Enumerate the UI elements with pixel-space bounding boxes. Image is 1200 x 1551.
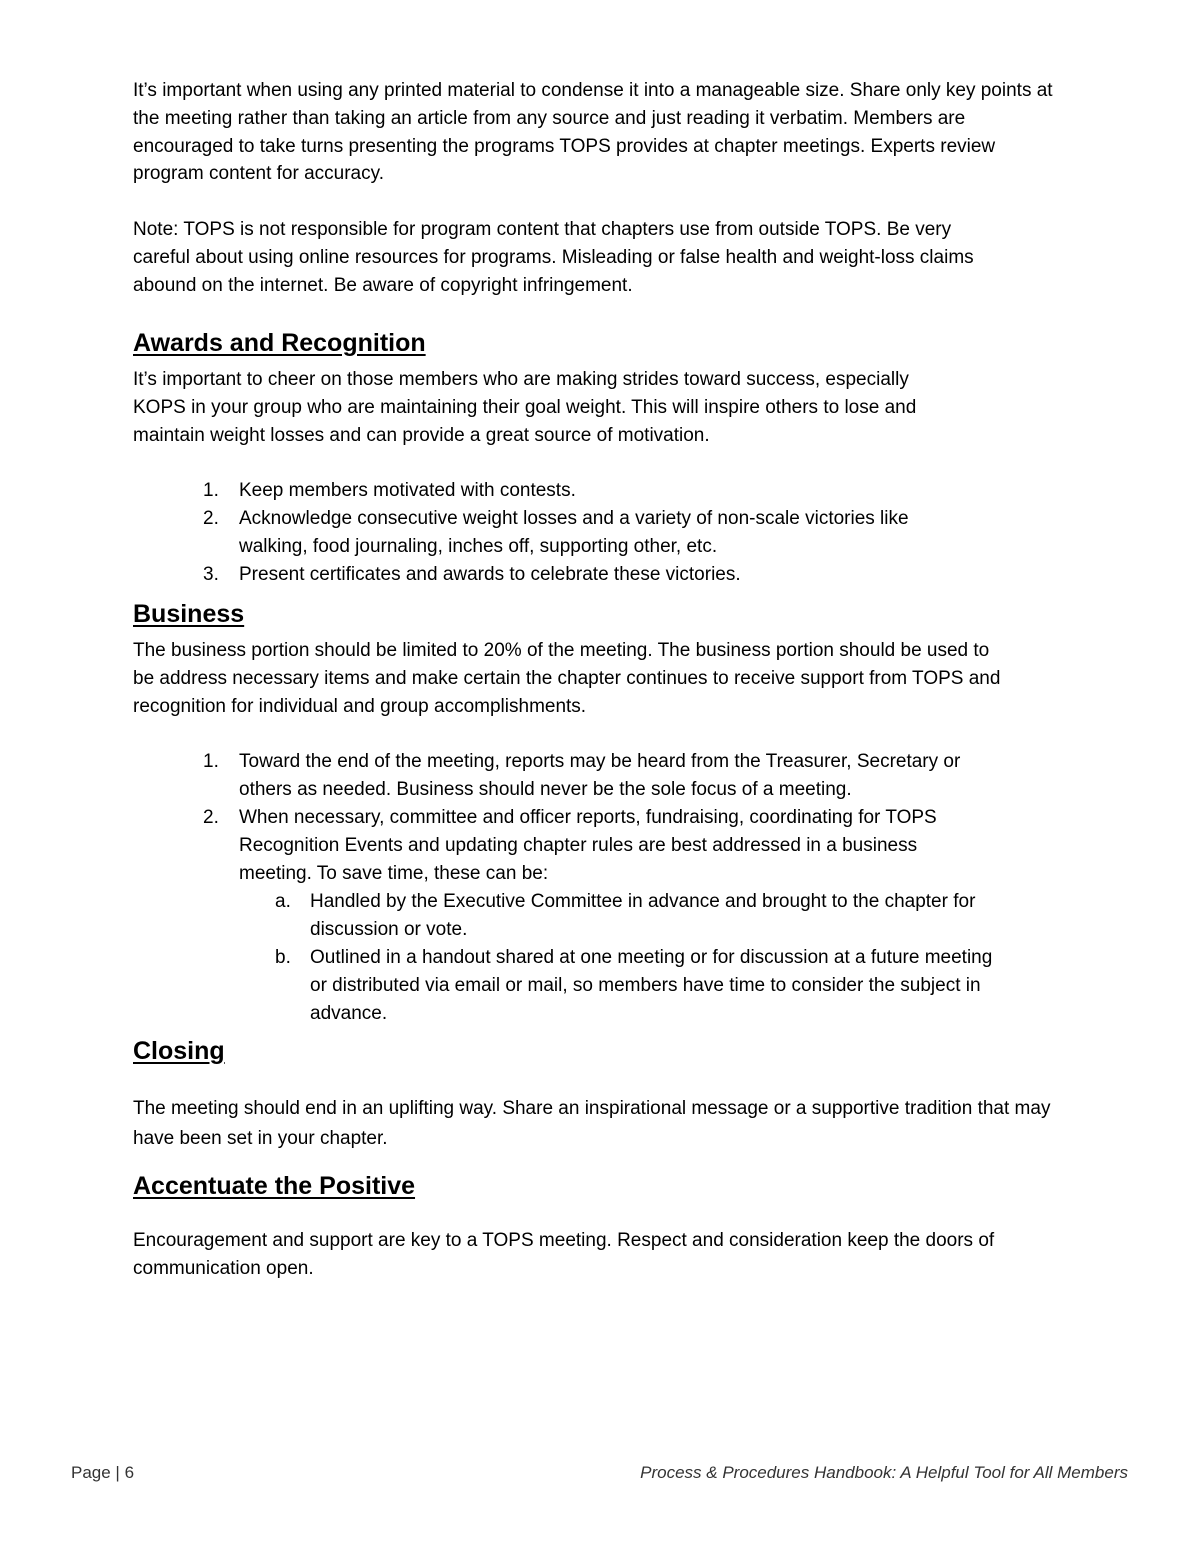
- list-item: [133, 804, 993, 1028]
- business-text: The business portion should be limited to 20% of the meeting. The business portion should be used to be address necessary items and make certain the chapter continues to receive support from TOPS and recognition for individual and group accomplishments.: [133, 640, 1001, 717]
- list-item-text: When necessary, committee and officer reports, fundraising, coordinating for TOPS Recognition Events and updating chapter rules are best addressed in a business meeting. To save time, these can be:: [239, 807, 937, 884]
- business-heading: Business: [133, 600, 245, 628]
- awards-heading: Awards and Recognition: [133, 329, 426, 357]
- footer-title: Process & Procedures Handbook: A Helpful Tool for All Members: [640, 1463, 1128, 1482]
- list-item-text: Toward the end of the meeting, reports may be heard from the Treasurer, Secretary or others as needed. Business should never be the sole focus of a meeting.: [239, 751, 961, 800]
- list-marker: 1.: [203, 751, 219, 772]
- sublist-item: [239, 888, 999, 944]
- positive-text: Encouragement and support are key to a TOPS meeting. Respect and consideration keep the doors of communication open.: [133, 1230, 995, 1279]
- business-paragraph: [133, 637, 1013, 720]
- list-marker: 3.: [203, 564, 219, 585]
- sublist-marker: a.: [275, 891, 291, 912]
- sublist-item: [239, 944, 999, 1028]
- list-item: [133, 505, 939, 561]
- list-marker: 2.: [203, 508, 219, 529]
- awards-list: [133, 477, 1033, 589]
- sublist-marker: b.: [275, 947, 291, 968]
- list-item-text: Keep members motivated with contests.: [239, 480, 576, 501]
- list-item: [133, 748, 1013, 804]
- positive-paragraph: [133, 1227, 1033, 1283]
- closing-paragraph: [133, 1094, 1063, 1154]
- awards-text: It’s important to cheer on those members who are making strides toward success, especially KOPS in your group who are maintaining their goal weight. This will inspire others to lose and maintain weight losses and can provide a great source of motivation.: [133, 369, 917, 446]
- awards-paragraph: [133, 366, 963, 449]
- list-marker: 1.: [203, 480, 219, 501]
- page-number: Page | 6: [71, 1463, 135, 1482]
- sublist-item-text: Outlined in a handout shared at one meeting or for discussion at a future meeting or distributed via email or mail, so members have time to consider the subject in advance.: [310, 947, 993, 1024]
- list-item: [133, 561, 1033, 589]
- sublist-item-text: Handled by the Executive Committee in advance and brought to the chapter for discussion or vote.: [310, 891, 976, 940]
- note-paragraph: [133, 216, 993, 299]
- note-text: Note: TOPS is not responsible for program content that chapters use from outside TOPS. Be very careful about using online resources for programs. Misleading or false health and weight-loss claims abound on the internet. Be aware of copyright infringement.: [133, 219, 974, 296]
- business-list: [133, 748, 1013, 1028]
- closing-text: The meeting should end in an uplifting way. Share an inspirational message or a supportive tradition that may have been set in your chapter.: [133, 1098, 1051, 1149]
- list-item-text: Present certificates and awards to celebrate these victories.: [239, 564, 741, 585]
- list-marker: 2.: [203, 807, 219, 828]
- business-sublist: [239, 888, 999, 1028]
- closing-heading: Closing: [133, 1037, 225, 1065]
- list-item-text: Acknowledge consecutive weight losses and a variety of non-scale victories like walking, food journaling, inches off, supporting other, etc.: [239, 508, 909, 557]
- intro-text: It’s important when using any printed material to condense it into a manageable size. Share only key points at the meeting rather than taking an article from any source and just reading it verbatim. Members are encouraged to take turns presenting the programs TOPS provides at chapter meetings. Experts review program content for accuracy.: [133, 80, 1053, 185]
- positive-heading: Accentuate the Positive: [133, 1172, 416, 1200]
- list-item: [133, 477, 1033, 505]
- intro-paragraph: [133, 77, 1063, 188]
